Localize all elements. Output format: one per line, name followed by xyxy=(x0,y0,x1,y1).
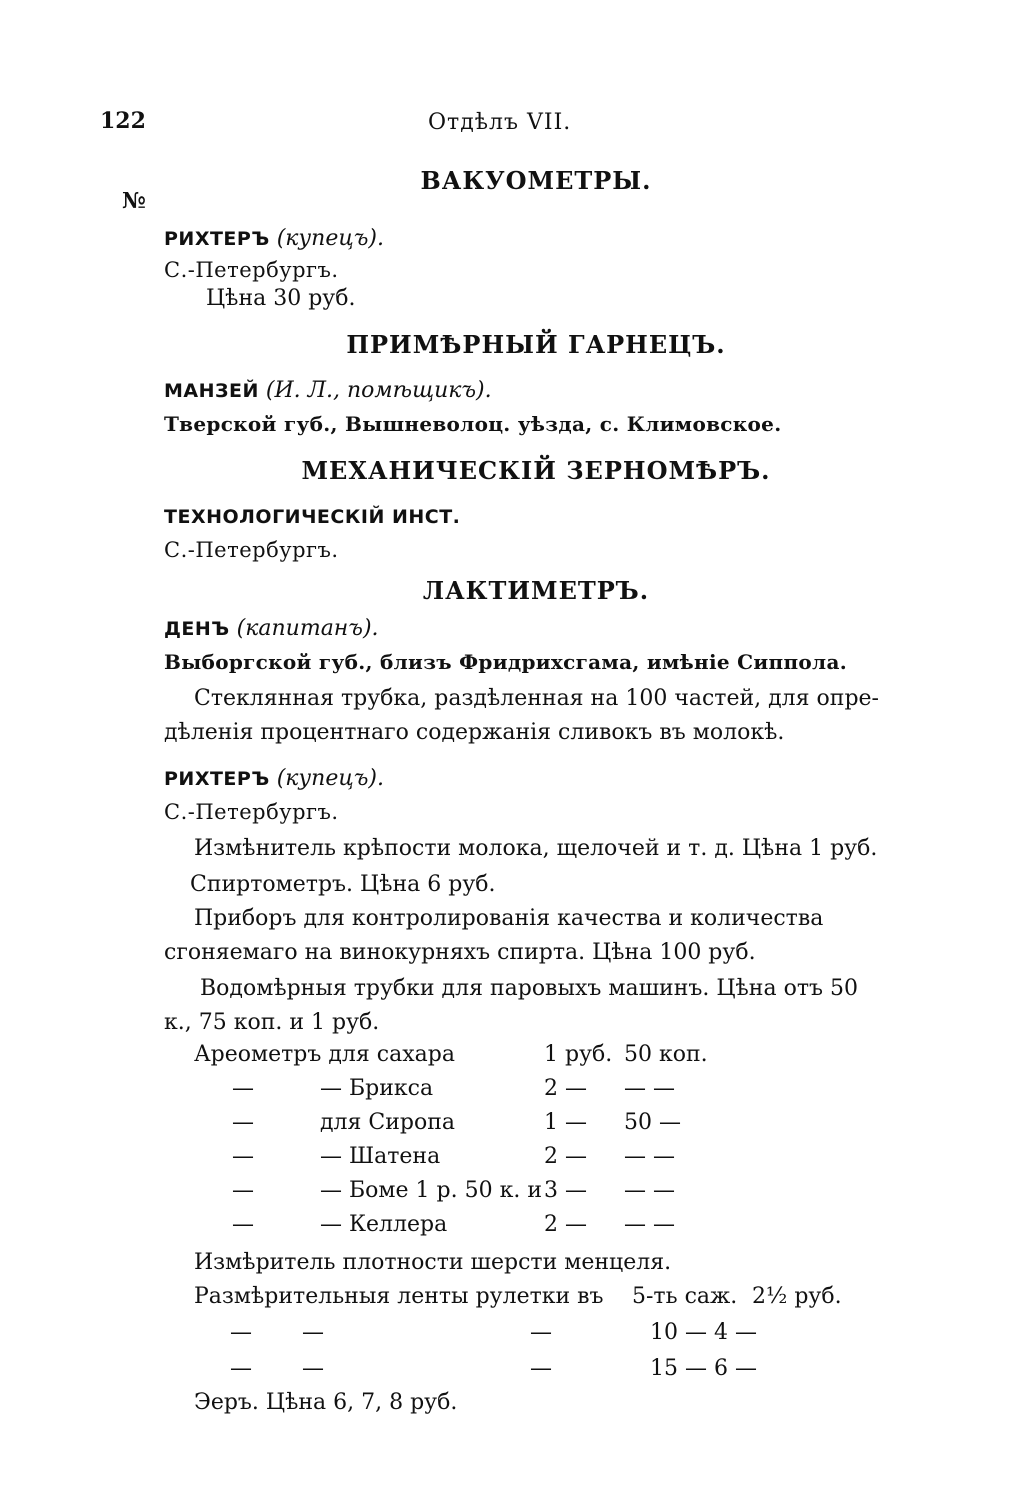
price-vacuometer: Цѣна 30 руб. xyxy=(206,286,356,311)
item-spirtometer: Спиртометръ. Цѣна 6 руб. xyxy=(190,872,496,897)
tape-row-0-col-3: 2½ руб. xyxy=(752,1284,842,1309)
areometer-row-1-col-1: — Брикса xyxy=(320,1076,434,1101)
page-number: 122 xyxy=(100,108,146,134)
tape-row-0-col-0: Размѣрительныя ленты рулетки въ xyxy=(194,1284,604,1309)
location-spb-1: С.-Петербургъ. xyxy=(164,258,339,282)
exhibitor-manzei xyxy=(164,378,492,403)
areometer-row-3-col-1: — Шатена xyxy=(320,1144,441,1169)
tape-row-0-col-2: 5-ть саж. xyxy=(632,1284,738,1309)
lactometer-desc-line2: дѣленія процентнаго содержанія сливокъ въ молокѣ. xyxy=(164,720,785,745)
item-control-device-line2: сгоняемаго на винокурняхъ спирта. Цѣна 100 руб. xyxy=(164,940,756,965)
item-control-device-line1: Приборъ для контролированія качества и количества xyxy=(194,906,824,931)
ether-price: Эеръ. Цѣна 6, 7, 8 руб. xyxy=(194,1390,458,1415)
exhibitor-role: (купецъ). xyxy=(276,226,384,251)
areometer-row-1-col-3: — — xyxy=(624,1076,675,1101)
exhibitor-den xyxy=(164,616,379,641)
areometer-row-1-col-2: 2 — xyxy=(544,1076,587,1101)
areometer-row-5-col-0: — xyxy=(232,1212,254,1237)
location-spb-2: С.-Петербургъ. xyxy=(164,538,339,562)
number-sign: № xyxy=(122,188,146,214)
tape-row-2-col-3: 15 — 6 — xyxy=(650,1356,757,1381)
tape-row-2-col-0: — xyxy=(230,1356,252,1381)
tape-row-1-col-2: — xyxy=(530,1320,552,1345)
exhibitor-name: РИХТЕРЪ xyxy=(164,768,270,790)
exhibitor-name: РИХТЕРЪ xyxy=(164,228,270,250)
areometer-row-4-col-2: 3 — xyxy=(544,1178,587,1203)
areometer-row-0-col-2: 1 руб. xyxy=(544,1042,613,1067)
areometer-row-2-col-0: — xyxy=(232,1110,254,1135)
location-tver: Тверской губ., Вышневолоц. уѣзда, с. Климовское. xyxy=(164,412,782,436)
location-vyborg: Выборгской губ., близъ Фридрихсгама, имѣніе Сиппола. xyxy=(164,650,847,674)
exhibitor-techinst xyxy=(164,504,460,529)
tape-row-2-col-1: — xyxy=(302,1356,324,1381)
location-spb-3: С.-Петербургъ. xyxy=(164,800,339,824)
exhibitor-role: (купецъ). xyxy=(276,766,384,791)
item-water-tubes-line1: Водомѣрныя трубки для паровыхъ машинъ. Цѣна отъ 50 xyxy=(200,976,858,1001)
areometer-row-2-col-2: 1 — xyxy=(544,1110,587,1135)
tape-row-1-col-3: 10 — 4 — xyxy=(650,1320,757,1345)
section-title-garnets: ПРИМѢРНЫЙ ГАРНЕЦЪ. xyxy=(346,330,726,359)
exhibitor-name: ДЕНЪ xyxy=(164,618,230,640)
section-title-lactometer: ЛАКТИМЕТРЪ. xyxy=(422,576,650,605)
lactometer-desc-line1: Стеклянная трубка, раздѣленная на 100 частей, для опре- xyxy=(194,686,879,711)
areometer-row-3-col-3: — — xyxy=(624,1144,675,1169)
exhibitor-name: МАНЗЕЙ xyxy=(164,380,259,402)
areometer-row-4-col-0: — xyxy=(232,1178,254,1203)
exhibitor-name: ТЕХНОЛОГИЧЕСКІЙ ИНСТ. xyxy=(164,506,461,528)
section-title-zernomer: МЕХАНИЧЕСКІЙ ЗЕРНОМѢРЪ. xyxy=(301,456,771,485)
section-title-vacuometers: ВАКУОМЕТРЫ. xyxy=(420,166,652,195)
exhibitor-richter-2 xyxy=(164,766,384,791)
wool-meter: Измѣритель плотности шерсти менцеля. xyxy=(194,1250,672,1275)
item-water-tubes-line2: к., 75 коп. и 1 руб. xyxy=(164,1010,380,1035)
tape-row-2-col-2: — xyxy=(530,1356,552,1381)
exhibitor-richter-1 xyxy=(164,226,384,251)
areometer-row-0-col-0: Ареометръ для сахара xyxy=(194,1042,455,1067)
areometer-row-2-col-3: 50 — xyxy=(624,1110,681,1135)
areometer-row-5-col-3: — — xyxy=(624,1212,675,1237)
areometer-row-3-col-2: 2 — xyxy=(544,1144,587,1169)
tape-row-1-col-1: — xyxy=(302,1320,324,1345)
areometer-row-4-col-1: — Боме 1 р. 50 к. и xyxy=(320,1178,542,1203)
item-milk-strength: Измѣнитель крѣпости молока, щелочей и т. д. Цѣна 1 руб. xyxy=(194,836,878,861)
tape-row-1-col-0: — xyxy=(230,1320,252,1345)
areometer-row-0-col-3: 50 коп. xyxy=(624,1042,708,1067)
areometer-row-5-col-1: — Келлера xyxy=(320,1212,448,1237)
running-head: Отдѣлъ VII. xyxy=(428,110,572,135)
areometer-row-4-col-3: — — xyxy=(624,1178,675,1203)
areometer-row-1-col-0: — xyxy=(232,1076,254,1101)
areometer-row-2-col-1: для Сиропа xyxy=(320,1110,455,1135)
exhibitor-role: (И. Л., помѣщикъ). xyxy=(265,378,492,403)
exhibitor-role: (капитанъ). xyxy=(236,616,379,641)
areometer-row-5-col-2: 2 — xyxy=(544,1212,587,1237)
areometer-row-3-col-0: — xyxy=(232,1144,254,1169)
